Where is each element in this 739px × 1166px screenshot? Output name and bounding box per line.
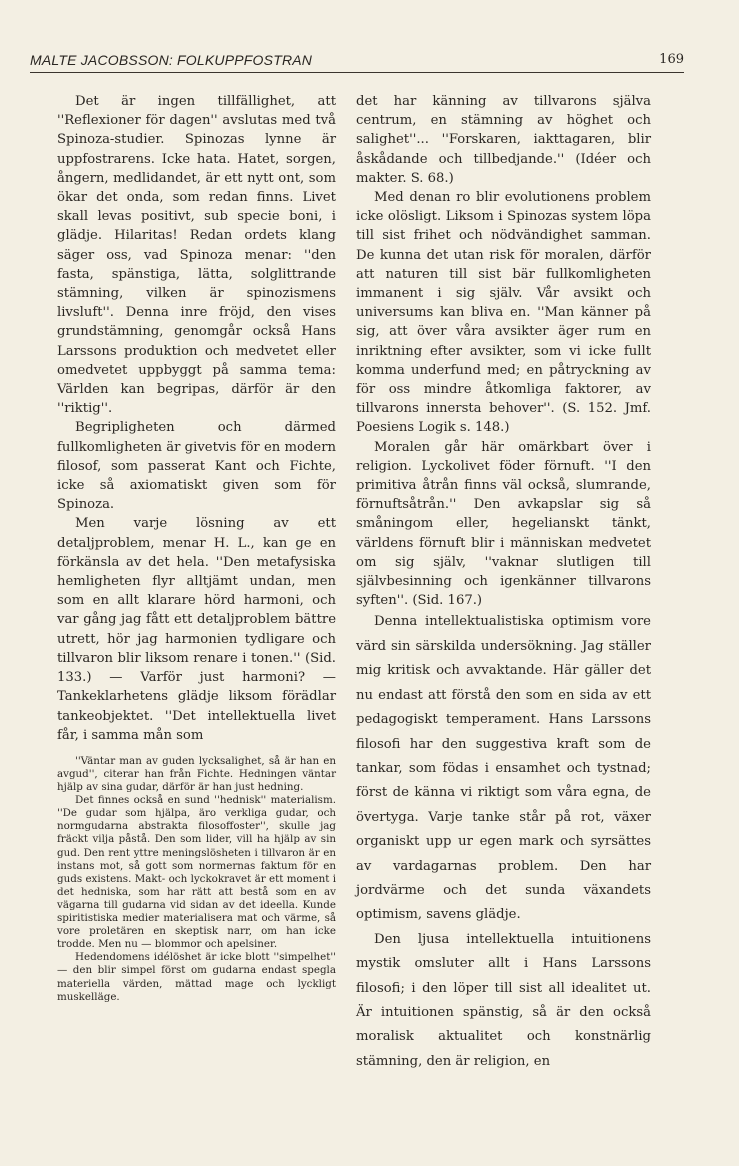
footnotes <box>57 755 336 1004</box>
paragraph: Men varje lösning av ett detaljproblem, menar H. L., kan ge en förkänsla av det hela. ''Den metafysiska hemligheten flyr alltjämt undan, men som en allt klarare hörd harmoni, och var gång jag fått ett detaljproblem bättre utrett, hör jag harmonien tydligare och tillvaron blir liksom renare i tonen.'' (Sid. 133.) — Varför just harmoni? — Tankeklarhetens glädje liksom förädlar tankeobjektet. ''Det intellektuella livet får, i samma mån som <box>57 516 336 743</box>
footnote: ''Väntar man av guden lycksalighet, så är han en avgud'', citerar han från Fichte. Hedningen väntar hjälp av sina gudar, därför är han just hedning. <box>57 754 336 794</box>
footnote-separator <box>57 745 336 755</box>
paragraph: Moralen går här omärkbart över i religion. Lyckolivet föder förnuft. ''I den primitiva åtrån finns väl också, slumrande, förnuftsåtrån.'' Den avkapslar sig så småningom eller, hegelianskt tänkt, världens förnuft blir i människan medvetet om sig själv, ''vaknar slutligen till självbesinning och igenkänner tillvarons syften''. (Sid. 167.) <box>356 439 651 609</box>
footnote: Hedendomens idélöshet är icke blott ''simpelhet'' — den blir simpel först om gudarna endast spegla materiella värden, mättad mage och lyckligt muskelläge. <box>57 951 336 1003</box>
page-number: 169 <box>659 52 684 67</box>
paragraph: Med denan ro blir evolutionens problem icke olösligt. Liksom i Spinozas system löpa till sist frihet och nödvändighet samman. De kunna det utan risk för moralen, därför att naturen till sist bär fullkomligheten immanent i sig själv. Vår avsikt och universums kan bliva en. ''Man känner på sig, att över våra avsikter äger rum en inriktning efter avsikter, som vi icke fullt komma underfund med; en påtryckning av för oss mindre åtkomliga faktorer, av tillvarons innersta behover''. (S. 152. Jmf. Poesiens Logik s. 148.) <box>356 190 651 436</box>
paragraph: Denna intellektualistiska optimism vore värd sin särskilda undersökning. Jag ställer mig kritisk och avvaktande. Här gäller det nu endast att förstå den som en sida av ett pedagogiskt temperament. Hans Larssons filosofi har den suggestiva kraft som de tankar, som födas i ensamhet och tystnad; först de känna vi riktigt som våra egna, de övertyga. Varje tanke står på rot, växer organiskt upp ur egen mark och syrsättes av vardagarnas problem. Den har jordvärme och det sunda växandets optimism, savens glädje. <box>356 614 651 923</box>
running-head: MALTE JACOBSSON: FOLKUPPFOSTRAN <box>30 52 313 68</box>
footnote: Det finnes också en sund ''hednisk'' materialism. ''De gudar som hjälpa, äro verkliga gudar, och normgudarna abstrakta filosoffoster'', skulle jag fräckt vilja påstå. Den som lider, vill ha hjälp av sin gud. Den rent yttre meningslösheten i tillvaron är en instans mot, så gott som normernas faktum för en guds existens. Makt- och lyckokravet är ett moment i det hedniska, som har rätt att bestå som en av vägarna till gudarna vid sidan av det ideella. Kunde spiritistiska medier materialisera mat och värme, så vore proletären en skeptisk narr, om han icke trodde. Men nu — blommor och apelsiner. <box>57 794 336 951</box>
page-header <box>30 50 684 73</box>
left-column <box>57 92 336 1004</box>
paragraph: det har känning av tillvarons själva centrum, en stämning av höghet och salighet''... ''Forskaren, iakttagaren, blir åskådande och tillbedjande.'' (Idéer och makter. S. 68.) <box>356 94 651 186</box>
paragraph: Begripligheten och därmed fullkomligheten är givetvis för en modern filosof, som passerat Kant och Fichte, icke så axiomatiskt given som för Spinoza. <box>57 420 336 513</box>
paragraph: Den ljusa intellektuella intuitionens mystik omsluter allt i Hans Larssons filosofi; i den löper till sist all idealitet ut. Är intuitionen spänstig, så är den också moralisk aktualitet och konstnärlig stämning, den är religion, en <box>356 931 651 1069</box>
right-column <box>356 92 651 1074</box>
paragraph: Det är ingen tillfällighet, att ''Reflexioner för dagen'' avslutas med två Spinoza-studier. Spinozas lynne är uppfostrarens. Icke hata. Hatet, sorgen, ångern, medlidandet, är ett nytt ont, som ökar det onda, som redan finns. Livet skall levas positivt, sub specie boni, i glädje. Hilaritas! Redan ordets klang säger oss, vad Spinoza menar: ''den fasta, spänstiga, lätta, solglittrande stämning, vilken är spinozismens livsluft''. Denna inre fröjd, den vises grundstämning, genomgår också Hans Larssons produktion och medvetet eller omedvetet uppbyggt på samma tema: Världen kan begripas, därför är den ''riktig''. <box>57 94 336 417</box>
